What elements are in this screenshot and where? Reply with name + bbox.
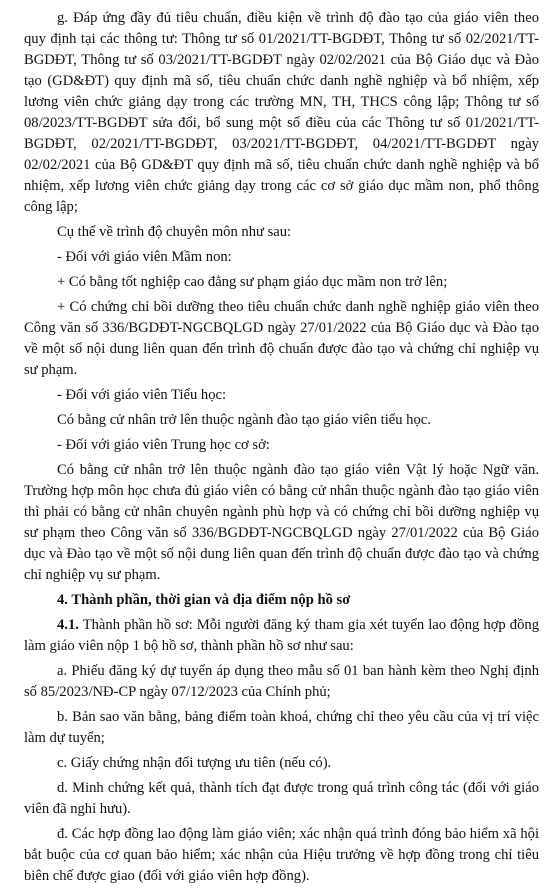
paragraph-qualification-intro: Cụ thể về trình độ chuyên môn như sau: [57, 224, 292, 240]
paragraph-g: g. Đáp ứng đầy đủ tiêu chuẩn, điều kiện về trình độ đào tạo của giáo viên theo quy định tại các thông tư: Thông tư số 01/2021/TT-BGDĐT, Thông tư số 02/2021/TT-BGDĐT, Thông tư số 03/2021/TT-BGDĐT ngày 02/02/2021 của Bộ Giáo dục và Đào tạo (GD&ĐT) quy định mã số, tiêu chuẩn chức danh nghề nghiệp và bổ nhiệm, xếp lương viên chức giảng dạy trong các trường MN, TH, THCS công lập; Thông tư số 08/2023/TT-BGDĐT sửa đổi, bổ sung một số điều của các Thông tư số 01/2021/TT-BGDĐT, 02/2021/TT-BGDĐT, 03/2021/TT-BGDĐT, 04/2021/TT-BGDĐT ngày 02/02/2021 của Bộ GD&ĐT quy định mã số, tiêu chuẩn chức danh nghề nghiệp và bổ nhiệm, xếp lương viên chức giảng dạy trong các cơ sở giáo dục mầm non, phổ thông công lập; [24, 10, 539, 215]
section-4-1-label: 4.1. [57, 617, 79, 633]
paragraph-preschool-certificate: + Có chứng chỉ bồi dưỡng theo tiêu chuẩn chức danh nghề nghiệp giáo viên theo Công văn số 336/BGDĐT-NGCBQLGD ngày 27/01/2022 của Bộ Giáo dục và Đào tạo về một số nội dung liên quan đến trình độ chuẩn được đào tạo và chứng chỉ nghiệp vụ sư phạm. [24, 299, 539, 378]
item-dd: đ. Các hợp đồng lao động làm giáo viên; xác nhận quá trình đóng bảo hiểm xã hội bắt buộc của cơ quan bảo hiểm; xác nhận của Hiệu trưởng về hợp đồng trong chỉ tiêu biên chế được giao (đối với giáo viên hợp đồng). [24, 826, 539, 884]
paragraph-primary-heading: - Đối với giáo viên Tiểu học: [57, 387, 227, 403]
paragraph-secondary-heading: - Đối với giáo viên Trung học cơ sở: [57, 437, 270, 453]
section-4-1-paragraph [24, 615, 539, 657]
paragraph-primary-degree: Có bằng cử nhân trở lên thuộc ngành đào tạo giáo viên tiểu học. [57, 412, 431, 428]
item-d: d. Minh chứng kết quả, thành tích đạt được trong quá trình công tác (đối với giáo viên đã nghỉ hưu). [24, 780, 539, 817]
paragraph-preschool-degree: + Có bằng tốt nghiệp cao đẳng sư phạm giáo dục mầm non trở lên; [57, 274, 448, 290]
paragraph-secondary-degree: Có bằng cử nhân trở lên thuộc ngành đào tạo giáo viên Vật lý hoặc Ngữ văn. Trường hợp môn học chưa đủ giáo viên có bằng cử nhân thuộc ngành đào tạo giáo viên thì phải có bằng cử nhân chuyên ngành phù hợp và có chứng chỉ bồi dưỡng nghiệp vụ sư phạm theo Công văn số 336/BGDĐT-NGCBQLGD ngày 27/01/2022 của Bộ Giáo dục và Đào tạo về một số nội dung liên quan đến trình độ chuẩn được đào tạo và chứng chỉ nghiệp vụ sư phạm. [24, 462, 539, 583]
paragraph-preschool-heading: - Đối với giáo viên Mầm non: [57, 249, 232, 265]
section-4-heading: 4. Thành phần, thời gian và địa điểm nộp hồ sơ [57, 592, 351, 608]
section-4-1-text: Thành phần hồ sơ: Mỗi người đăng ký tham gia xét tuyển lao động hợp đồng làm giáo viên nộp 1 bộ hồ sơ, thành phần hồ sơ như sau: [24, 617, 539, 654]
item-b: b. Bản sao văn bằng, bảng điểm toàn khoá, chứng chỉ theo yêu cầu của vị trí việc làm dự tuyển; [24, 709, 539, 746]
item-c: c. Giấy chứng nhận đối tượng ưu tiên (nếu có). [57, 755, 332, 771]
item-a: a. Phiếu đăng ký dự tuyển áp dụng theo mẫu số 01 ban hành kèm theo Nghị định số 85/2023/NĐ-CP ngày 07/12/2023 của Chính phủ; [24, 663, 539, 700]
